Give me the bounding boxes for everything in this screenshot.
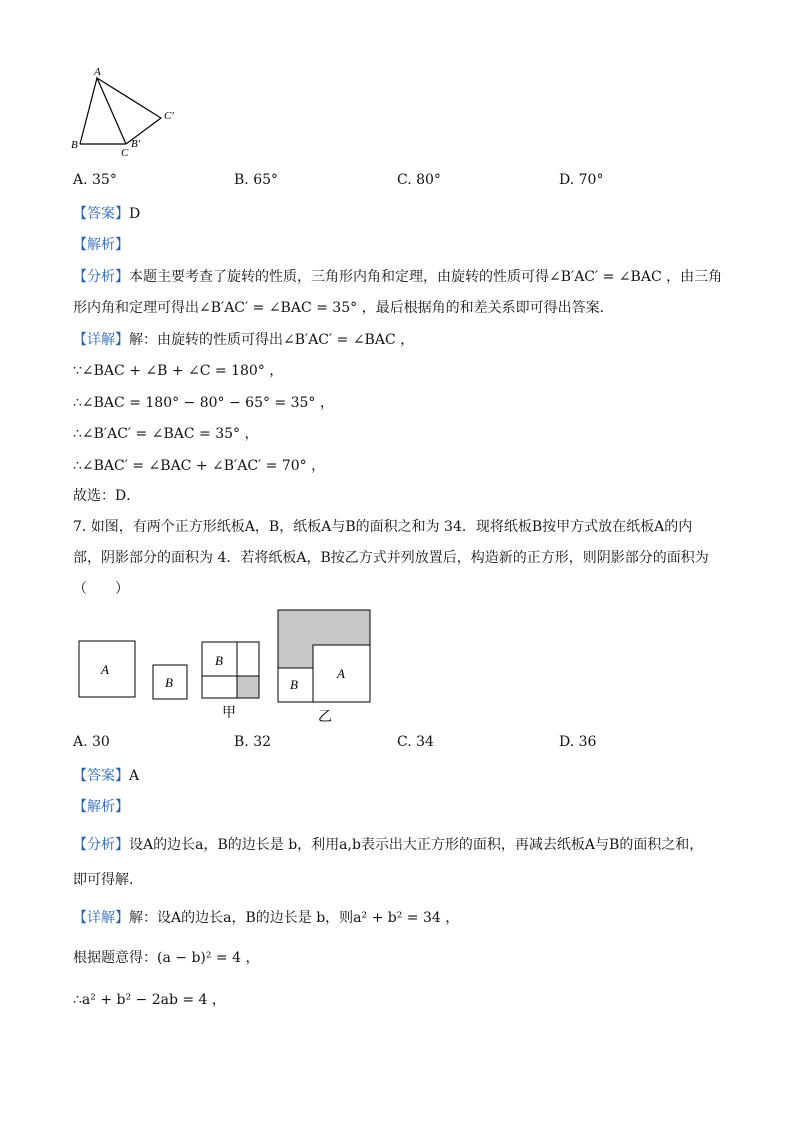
q6-step-4: ∴∠B′AC′ = ∠BAC = 35° ， xyxy=(73,426,259,442)
q7-step-2: 根据题意得：(a − b)² = 4 ， xyxy=(73,950,260,966)
jia-shaded-square xyxy=(237,676,259,698)
yi-b-label: B xyxy=(290,677,298,692)
q7-option-d: D. 36 xyxy=(559,734,597,750)
square-a-label: A xyxy=(101,662,109,677)
q7-answer-line: 【答案】A xyxy=(73,768,140,784)
answer-tag: 【答案】 xyxy=(73,206,129,222)
jia-caption: 甲 xyxy=(222,706,236,721)
rotation-triangle-figure xyxy=(65,62,195,162)
triangle-ab1c1 xyxy=(97,78,161,144)
q6-answer-line xyxy=(73,203,140,223)
q6-fenxi-line1: 【分析】本题主要考查了旋转的性质，三角形内角和定理，由旋转的性质可得∠B′AC′ = ∠BAC ，由三角 xyxy=(73,269,723,285)
q6-analysis-tag: 【解析】 xyxy=(73,237,129,253)
square-b-label: B xyxy=(165,675,173,690)
yi-caption: 乙 xyxy=(318,710,332,725)
q7-stem-line1: 7. 如图，有两个正方形纸板A，B，纸板A与B的面积之和为 34．现将纸板B按甲方式放在纸板A的内 xyxy=(73,519,693,535)
q6-step-2: ∵∠BAC + ∠B + ∠C = 180° ， xyxy=(73,363,284,379)
q6-xiangjie-line: 【详解】解：由旋转的性质可得出∠B′AC′ = ∠BAC ， xyxy=(73,332,415,348)
q6-choose: 故选：D． xyxy=(73,488,141,504)
answer-value: D xyxy=(129,206,141,222)
triangle-abc xyxy=(80,78,126,144)
q6-step-5: ∴∠BAC′ = ∠BAC + ∠B′AC′ = 70° ， xyxy=(73,458,326,474)
yi-a-label: A xyxy=(337,666,345,681)
q7-stem-line3: （ ） xyxy=(73,581,129,597)
label-c-prime: C′ xyxy=(164,110,174,122)
q7-option-b: B. 32 xyxy=(234,734,272,750)
q6-fenxi-line2: 形内角和定理可得出∠B′AC′ = ∠BAC = 35° ，最后根据角的和差关系即可得出答案． xyxy=(73,300,614,316)
q7-stem-line2: 部，阴影部分的面积为 4．若将纸板A，B按乙方式并列放置后，构造新的正方形，则阴影部分的面积为 xyxy=(73,550,709,566)
label-b-prime: B′ xyxy=(131,138,141,150)
answer-value: A xyxy=(129,768,140,784)
q6-option-a: A. 35° xyxy=(73,172,117,188)
q7-analysis-tag: 【解析】 xyxy=(73,799,129,815)
q6-option-b: B. 65° xyxy=(234,172,279,188)
q7-xiangjie-line: 【详解】解：设A的边长a，B的边长是 b，则a² + b² = 34 ， xyxy=(73,910,460,926)
label-a: A xyxy=(94,66,101,78)
label-c: C xyxy=(121,147,129,159)
q7-fenxi-line1: 【分析】设A的边长a，B的边长是 b，利用a,b表示出大正方形的面积，再减去纸板A与B的面积之和， xyxy=(73,837,704,853)
q6-option-d: D. 70° xyxy=(559,172,604,188)
squares-figure xyxy=(70,604,380,726)
q7-option-c: C. 34 xyxy=(397,734,434,750)
q6-step-3: ∴∠BAC = 180° − 80° − 65° = 35° ， xyxy=(73,395,334,411)
q7-option-a: A. 30 xyxy=(73,734,110,750)
q6-option-c: C. 80° xyxy=(397,172,441,188)
q7-fenxi-line2: 即可得解． xyxy=(73,872,143,888)
label-b: B xyxy=(71,139,78,151)
jia-b-label: B xyxy=(215,653,223,668)
q7-step-3: ∴a² + b² − 2ab = 4 ， xyxy=(73,992,226,1008)
